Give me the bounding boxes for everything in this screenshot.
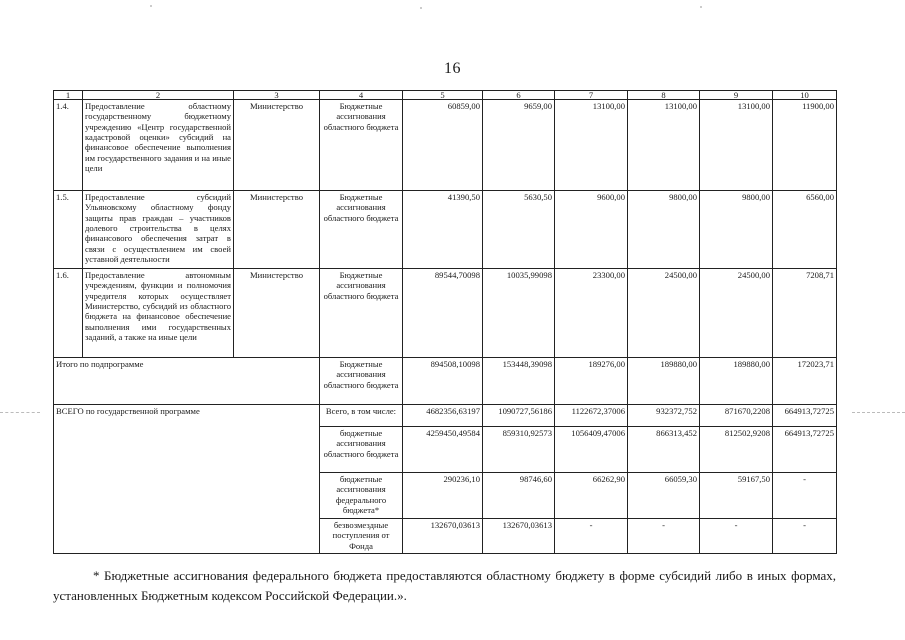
total-value: 1122672,37006 bbox=[555, 405, 628, 427]
total-value: 1090727,56186 bbox=[483, 405, 555, 427]
row-value: 10035,99098 bbox=[483, 269, 555, 358]
scan-artifact bbox=[0, 412, 40, 413]
row-value: 23300,00 bbox=[555, 269, 628, 358]
row-description: Предоставление автономным учреждениям, функции и полномочия учредителя которых осуществляет Министерство, субсидий из областного бюджета на финансовое обеспечение выполнения ими государственных заданий, а также на иные цели bbox=[83, 269, 234, 358]
program-table-wrap bbox=[53, 90, 836, 554]
table-row bbox=[54, 100, 837, 191]
row-executor: Министерство bbox=[234, 100, 320, 191]
total-value: - bbox=[773, 519, 837, 554]
header-row bbox=[54, 91, 837, 100]
table-row bbox=[54, 269, 837, 358]
subtotal-value: 894508,10098 bbox=[403, 358, 483, 405]
row-value: 60859,00 bbox=[403, 100, 483, 191]
row-source: Бюджетные ассигнования областного бюджета bbox=[320, 269, 403, 358]
row-executor: Министерство bbox=[234, 269, 320, 358]
row-value: 9800,00 bbox=[628, 191, 700, 269]
total-value: 66262,90 bbox=[555, 473, 628, 519]
subtotal-label: Итого по подпрограмме bbox=[54, 358, 320, 405]
total-label: ВСЕГО по государственной программе bbox=[54, 405, 320, 554]
total-source: бюджетные ассигнования областного бюджета bbox=[320, 427, 403, 473]
header-cell: 9 bbox=[700, 91, 773, 100]
row-value: 7208,71 bbox=[773, 269, 837, 358]
total-value: - bbox=[628, 519, 700, 554]
total-value: 859310,92573 bbox=[483, 427, 555, 473]
total-value: 132670,03613 bbox=[483, 519, 555, 554]
total-value: 59167,50 bbox=[700, 473, 773, 519]
scan-artifact bbox=[150, 5, 152, 7]
total-value: 4682356,63197 bbox=[403, 405, 483, 427]
subtotal-value: 153448,39098 bbox=[483, 358, 555, 405]
row-value: 13100,00 bbox=[628, 100, 700, 191]
row-value: 24500,00 bbox=[628, 269, 700, 358]
row-value: 6560,00 bbox=[773, 191, 837, 269]
row-number: 1.6. bbox=[54, 269, 83, 358]
header-cell: 4 bbox=[320, 91, 403, 100]
row-value: 24500,00 bbox=[700, 269, 773, 358]
row-value: 11900,00 bbox=[773, 100, 837, 191]
header-cell: 3 bbox=[234, 91, 320, 100]
subtotal-source: Бюджетные ассигнования областного бюджета bbox=[320, 358, 403, 405]
total-value: 1056409,47006 bbox=[555, 427, 628, 473]
total-value: 866313,452 bbox=[628, 427, 700, 473]
header-cell: 2 bbox=[83, 91, 234, 100]
row-value: 13100,00 bbox=[555, 100, 628, 191]
total-value: 98746,60 bbox=[483, 473, 555, 519]
row-value: 5630,50 bbox=[483, 191, 555, 269]
row-number: 1.5. bbox=[54, 191, 83, 269]
row-value: 41390,50 bbox=[403, 191, 483, 269]
row-source: Бюджетные ассигнования областного бюджета bbox=[320, 191, 403, 269]
scan-artifact bbox=[700, 6, 702, 8]
subtotal-value: 189880,00 bbox=[700, 358, 773, 405]
header-cell: 1 bbox=[54, 91, 83, 100]
scan-artifact bbox=[852, 412, 905, 413]
page-number: 16 bbox=[444, 60, 461, 77]
header-cell: 6 bbox=[483, 91, 555, 100]
row-description: Предоставление областному государственному бюджетному учреждению «Центр государственной кадастровой оценки» субсидий на финансовое обеспечение выполнения им государственного задания и на иные цели bbox=[83, 100, 234, 191]
subtotal-value: 189880,00 bbox=[628, 358, 700, 405]
total-value: 66059,30 bbox=[628, 473, 700, 519]
total-source: бюджетные ассигнования федерального бюджета* bbox=[320, 473, 403, 519]
program-table bbox=[53, 90, 837, 554]
total-value: - bbox=[555, 519, 628, 554]
row-value: 9659,00 bbox=[483, 100, 555, 191]
total-value: - bbox=[700, 519, 773, 554]
row-value: 9800,00 bbox=[700, 191, 773, 269]
total-source: безвозмездные поступления от Фонда bbox=[320, 519, 403, 554]
total-value: 812502,9208 bbox=[700, 427, 773, 473]
total-value: 4259450,49584 bbox=[403, 427, 483, 473]
header-cell: 10 bbox=[773, 91, 837, 100]
row-value: 9600,00 bbox=[555, 191, 628, 269]
total-value: 871670,2208 bbox=[700, 405, 773, 427]
row-source: Бюджетные ассигнования областного бюджета bbox=[320, 100, 403, 191]
subtotal-value: 172023,71 bbox=[773, 358, 837, 405]
total-value: 664913,72725 bbox=[773, 427, 837, 473]
header-cell: 8 bbox=[628, 91, 700, 100]
total-source: Всего, в том числе: bbox=[320, 405, 403, 427]
footnote: * Бюджетные ассигнования федерального бюджета предоставляются областному бюджету в форме субсидий либо в иных формах, установленных Бюджетным кодексом Российской Федерации.». bbox=[53, 568, 836, 603]
total-value: 132670,03613 bbox=[403, 519, 483, 554]
table-row bbox=[54, 191, 837, 269]
scan-artifact bbox=[420, 7, 422, 9]
header-cell: 5 bbox=[403, 91, 483, 100]
row-value: 13100,00 bbox=[700, 100, 773, 191]
row-executor: Министерство bbox=[234, 191, 320, 269]
row-value: 89544,70098 bbox=[403, 269, 483, 358]
total-value: 664913,72725 bbox=[773, 405, 837, 427]
subtotal-row bbox=[54, 358, 837, 405]
total-value: 290236,10 bbox=[403, 473, 483, 519]
row-description: Предоставление субсидий Ульяновскому областному фонду защиты прав граждан – участников долевого строительства в целях финансового обеспечения затрат в связи с осуществлением им своей уставной деятельности bbox=[83, 191, 234, 269]
total-value: - bbox=[773, 473, 837, 519]
header-cell: 7 bbox=[555, 91, 628, 100]
subtotal-value: 189276,00 bbox=[555, 358, 628, 405]
total-value: 932372,752 bbox=[628, 405, 700, 427]
row-number: 1.4. bbox=[54, 100, 83, 191]
total-row bbox=[54, 405, 837, 427]
